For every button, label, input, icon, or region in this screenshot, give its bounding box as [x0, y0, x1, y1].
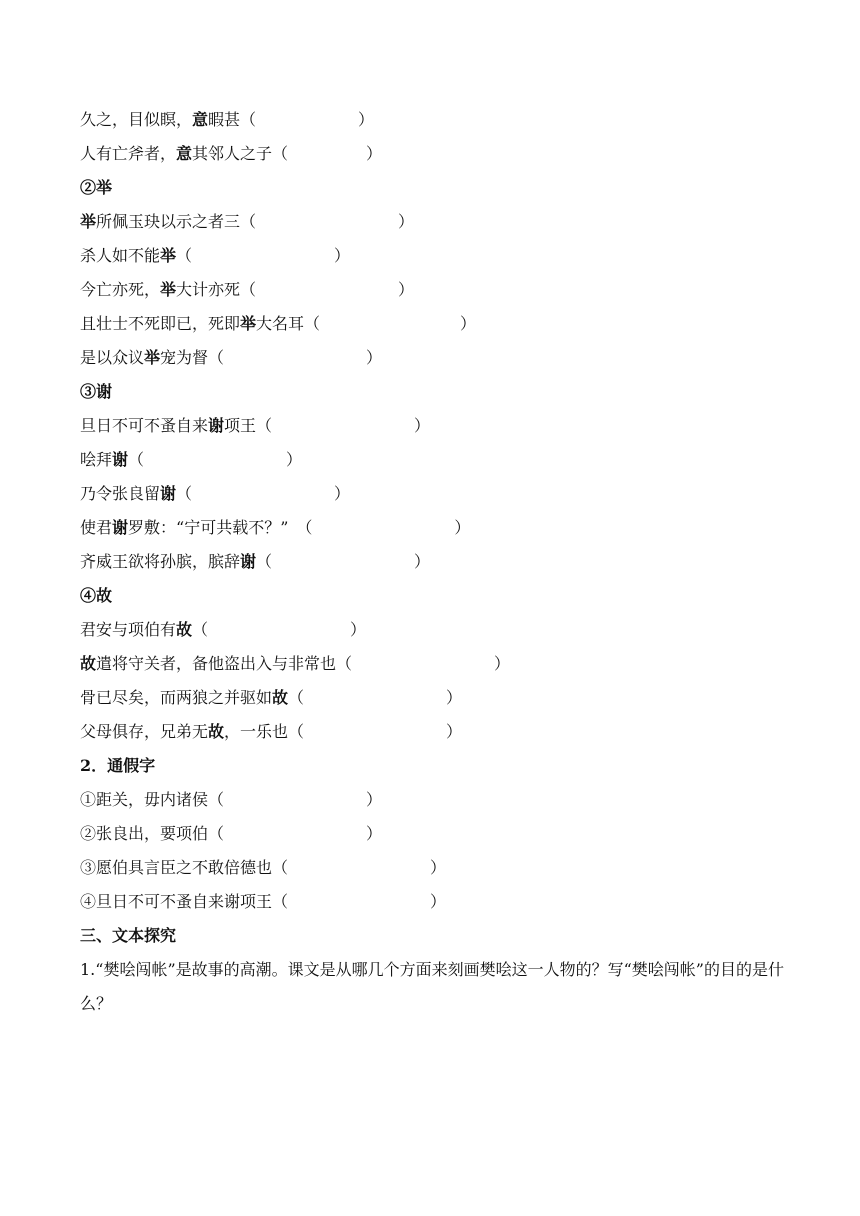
line-text: （ [288, 688, 305, 707]
line-text: 其邻人之子（ [192, 144, 289, 163]
exercise-line: 使君谢罗敷：“宁可共载不？” （ ） [80, 518, 471, 537]
line-text: ，一乐也（ [224, 722, 305, 741]
question-paragraph: 1.“樊哙闯帐”是故事的高潮。课文是从哪几个方面来刻画樊哙这一人物的？写“樊哙闯帐”的目的是什么？ [80, 960, 784, 1013]
exercise-line: 哙拜谢（ ） [80, 450, 303, 469]
exercise-line: 父母俱存，兄弟无故，一乐也（ ） [80, 722, 463, 741]
line-text: （ [256, 552, 273, 571]
line-text: 乃令张良留 [80, 484, 161, 503]
line-text: 君安与项伯有 [80, 620, 177, 639]
exercise-line: ①距关，毋内诸侯（ ） [80, 790, 383, 809]
keyword: 谢 [96, 382, 113, 401]
exercise-line: 举所佩玉玦以示之者三（ ） [80, 212, 415, 231]
line-text: 项王（ [224, 416, 273, 435]
line-text: 骨已尽矣，而两狼之并驱如 [80, 688, 273, 707]
line-text: 罗敷：“宁可共载不？” （ [128, 518, 313, 537]
keyword: 故 [208, 722, 225, 741]
keyword: 故 [80, 654, 97, 673]
exercise-line: 齐威王欲将孙膑，膑辞谢（ ） [80, 552, 431, 571]
line-text: 久之，目似瞑， [80, 110, 193, 129]
line-text: 哙拜 [80, 450, 113, 469]
exercise-line: 乃令张良留谢（ ） [80, 484, 351, 503]
line-text: 齐威王欲将孙膑，膑辞 [80, 552, 241, 571]
line-text: ③愿伯具言臣之不敢倍德也（ [80, 858, 289, 877]
keyword: 举 [160, 246, 177, 265]
exercise-line: 今亡亦死，举大计亦死（ ） [80, 280, 415, 299]
line-text: （ [176, 246, 193, 265]
line-text: 人有亡斧者， [80, 144, 177, 163]
line-text: ①距关，毋内诸侯（ [80, 790, 225, 809]
keyword: 故 [272, 688, 289, 707]
line-text: （ [128, 450, 145, 469]
line-text: 且壮士不死即已，死即 [80, 314, 241, 333]
line-text: 今亡亦死， [80, 280, 161, 299]
line-text: 宠为督（ [160, 348, 225, 367]
keyword: 意 [176, 144, 193, 163]
keyword: 举 [80, 212, 97, 231]
line-text: 使君 [80, 518, 113, 537]
keyword: 谢 [112, 450, 129, 469]
exercise-line: 人有亡斧者，意其邻人之子（ ） [80, 144, 383, 163]
exercise-line: 故遣将守关者，备他盗出入与非常也（ ） [80, 654, 511, 673]
line-text: 旦日不可不蚤自来 [80, 416, 209, 435]
exercise-line: 久之，目似瞑，意暇甚（ ） [80, 110, 375, 129]
line-text: 所佩玉玦以示之者三（ [96, 212, 257, 231]
section-heading-tongjiazi: 2．通假字 [80, 756, 156, 775]
line-text: （ [176, 484, 193, 503]
subheading-xie: ③谢 [80, 382, 113, 401]
line-text: 是以众议 [80, 348, 145, 367]
exercise-line: 杀人如不能举（ ） [80, 246, 351, 265]
exercise-line: 君安与项伯有故（ ） [80, 620, 367, 639]
keyword: 谢 [160, 484, 177, 503]
exercise-line: ④旦日不可不蚤自来谢项王（ ） [80, 892, 447, 911]
keyword: 谢 [208, 416, 225, 435]
exercise-line: 骨已尽矣，而两狼之并驱如故（ ） [80, 688, 463, 707]
section-heading-text-inquiry: 三、文本探究 [80, 926, 177, 945]
exercise-line: 且壮士不死即已，死即举大名耳（ ） [80, 314, 477, 333]
line-text: （ [192, 620, 209, 639]
keyword: 举 [144, 348, 161, 367]
line-text: 杀人如不能 [80, 246, 161, 265]
keyword: 意 [192, 110, 209, 129]
line-text: 暇甚（ [208, 110, 257, 129]
keyword: 谢 [240, 552, 257, 571]
keyword: 故 [176, 620, 193, 639]
exercise-line: 旦日不可不蚤自来谢项王（ ） [80, 416, 431, 435]
keyword: 举 [96, 178, 113, 197]
exercise-line: ②张良出，要项伯（ ） [80, 824, 383, 843]
line-text: ②张良出，要项伯（ [80, 824, 225, 843]
line-text: 遣将守关者，备他盗出入与非常也（ [96, 654, 353, 673]
keyword: 举 [240, 314, 257, 333]
line-text: 大名耳（ [256, 314, 321, 333]
subheading-ju: ②举 [80, 178, 113, 197]
exercise-line: ③愿伯具言臣之不敢倍德也（ ） [80, 858, 447, 877]
subheading-gu: ④故 [80, 586, 113, 605]
keyword: 举 [160, 280, 177, 299]
line-text: 大计亦死（ [176, 280, 257, 299]
line-text: ④旦日不可不蚤自来谢项王（ [80, 892, 289, 911]
exercise-line: 是以众议举宠为督（ ） [80, 348, 383, 367]
keyword: 谢 [112, 518, 129, 537]
keyword: 故 [96, 586, 113, 605]
line-text: 父母俱存，兄弟无 [80, 722, 209, 741]
